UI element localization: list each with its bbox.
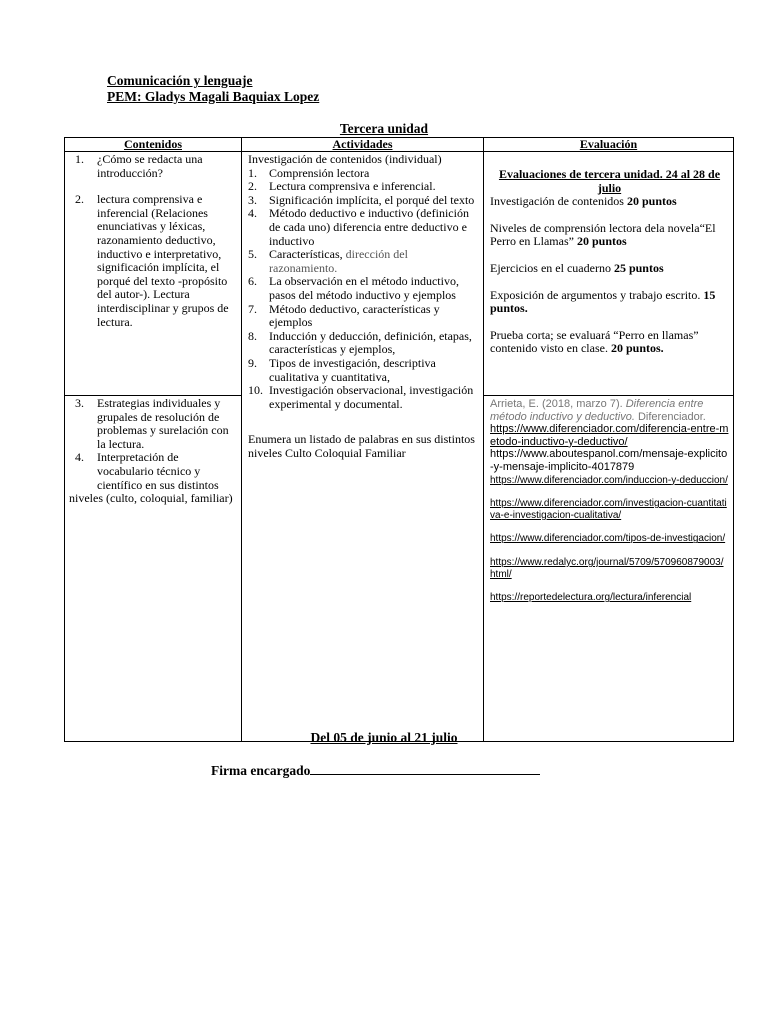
citation: Arrieta, E. (2018, marzo 7). Diferencia entre método inductivo y deductivo. Diferenciador. bbox=[490, 398, 706, 423]
signature-line: Firma encargado bbox=[211, 763, 540, 779]
reference-link[interactable]: https://www.diferenciador.com/investigacion-cuantitativa-e-investigacion-cualitativa/ bbox=[490, 498, 727, 521]
table-row bbox=[65, 152, 734, 396]
planning-table bbox=[64, 137, 734, 742]
evaluacion-title: Evaluaciones de tercera unidad. 24 al 28 de julio bbox=[498, 167, 721, 195]
list-item: 3. Significación implícita, el porqué del texto bbox=[248, 192, 475, 207]
eval-item: Exposición de argumentos y trabajo escrito. 15 puntos. bbox=[490, 287, 716, 316]
references-cell bbox=[484, 396, 734, 742]
reference-link[interactable]: https://www.aboutespanol.com/mensaje-explicito-y-mensaje-implicito-4017879 bbox=[490, 448, 728, 473]
list-item: 4. Método deductivo e inductivo (definición de cada uno) diferencia entre deductivo e inductivo bbox=[248, 206, 469, 248]
header-actividades: Actividades bbox=[242, 138, 484, 152]
course-title: Comunicación y lenguaje bbox=[107, 73, 253, 88]
evaluacion-cell bbox=[484, 152, 734, 396]
eval-item: Niveles de comprensión lectora dela novela“El Perro en Llamas” 20 puntos bbox=[490, 220, 716, 249]
actividades-extra: Enumera un listado de palabras en sus distintos niveles Culto Coloquial Familiar bbox=[248, 432, 475, 460]
contenidos-tail: niveles (culto, coloquial, familiar) bbox=[69, 491, 233, 506]
list-item: 2. Lectura comprensiva e inferencial. bbox=[248, 179, 436, 194]
list-item: 8. Inducción y deducción, definición, etapas, características y ejemplos, bbox=[248, 328, 472, 357]
eval-item: Prueba corta; se evaluará “Perro en llamas” contenido visto en clase. 20 puntos. bbox=[490, 327, 699, 356]
contenidos-cell-top bbox=[65, 152, 242, 396]
list-item: 5. Características, dirección del razonamiento. bbox=[248, 247, 408, 275]
reference-link[interactable]: https://www.diferenciador.com/diferencia-entre-metodo-inductivo-y-deductivo/ bbox=[490, 423, 729, 448]
header-evaluacion: Evaluación bbox=[484, 138, 734, 152]
eval-item: Ejercicios en el cuaderno 25 puntos bbox=[490, 260, 664, 275]
list-item: 1. Comprensión lectora bbox=[248, 165, 370, 180]
list-item: 7. Método deductivo, características y ejemplos bbox=[248, 301, 440, 330]
list-item: 9. Tipos de investigación, descriptiva cualitativa y cuantitativa, bbox=[248, 355, 436, 384]
actividades-intro: Investigación de contenidos (individual) bbox=[248, 152, 442, 166]
list-item: 6. La observación en el método inductivo, pasos del método inductivo y ejemplos bbox=[248, 274, 459, 302]
list-item: 1. ¿Cómo se redacta una introducción? bbox=[75, 152, 203, 180]
reference-link[interactable]: https://www.redalyc.org/journal/5709/570960879003/html/ bbox=[490, 556, 724, 580]
contenidos-cell-bottom bbox=[65, 396, 242, 742]
list-item: 3. Estrategias individuales y grupales de resolución de problemas y surelación con la lectura. bbox=[75, 396, 229, 451]
teacher-name: PEM: Gladys Magali Baquiax Lopez bbox=[107, 89, 320, 104]
date-range: Del 05 de junio al 21 julio bbox=[310, 730, 458, 745]
reference-link[interactable]: https://www.diferenciador.com/tipos-de-investigacion/ bbox=[490, 533, 726, 545]
signature-blank bbox=[310, 763, 540, 775]
list-item: 10. Investigación observacional, investigación experimental y documental. bbox=[248, 383, 474, 411]
list-item: 4. Interpretación de vocabulario técnico y científico en sus distintos bbox=[75, 450, 219, 492]
actividades-cell bbox=[242, 152, 484, 742]
eval-item: Investigación de contenidos 20 puntos bbox=[490, 194, 677, 209]
header-contenidos: Contenidos bbox=[65, 138, 242, 152]
unit-title: Tercera unidad bbox=[339, 121, 429, 136]
table-header-row bbox=[65, 138, 734, 152]
reference-link[interactable]: https://reportedelectura.org/lectura/inferencial bbox=[490, 592, 692, 604]
list-item: 2. lectura comprensiva e inferencial (Relaciones enunciativas y léxicas, razonamiento deductivo, inductivo e interpretativo, significación implícita, el porqué del texto -propósito del autor-). Lectura interdisciplinar y grupos de lectura. bbox=[75, 192, 229, 329]
reference-link[interactable]: https://www.diferenciador.com/induccion-y-deduccion/ bbox=[490, 474, 728, 486]
